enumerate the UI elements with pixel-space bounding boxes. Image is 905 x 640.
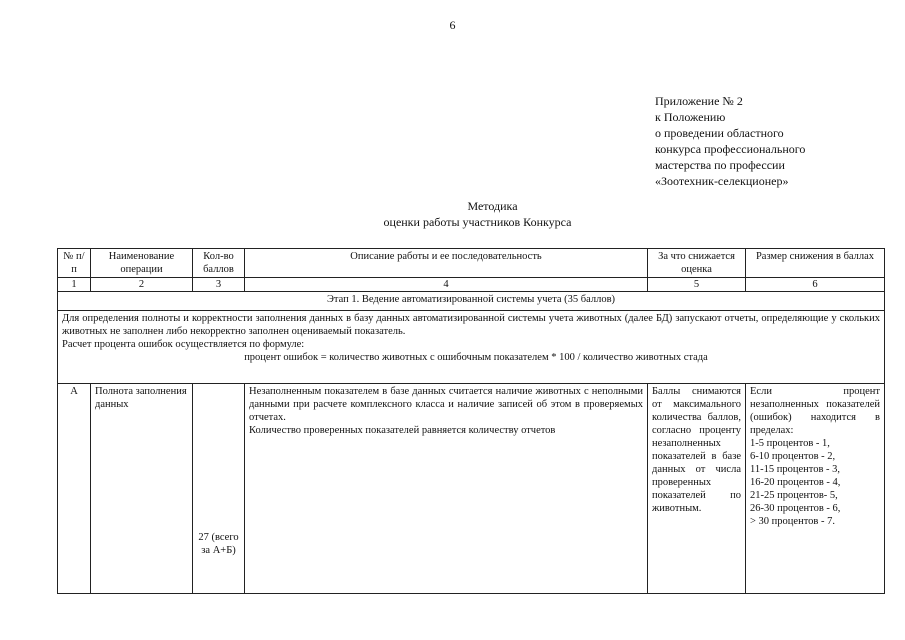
document-title [0,198,905,230]
appendix-line: о проведении областного [655,126,784,140]
appendix-line: Приложение № 2 [655,94,743,108]
appendix-line: к Положению [655,110,726,124]
reduction-item: 1-5 процентов - 1, [750,438,830,449]
reduction-intro: Если процент незаполненных показателей (ошибок) находится в пределах: [750,386,880,436]
row-a-points: 27 (всего за А+Б) [193,384,245,594]
appendix-block [655,93,895,189]
row-a-name: Полнота заполнения данных [91,384,193,594]
column-number-row [58,278,885,292]
title-line-2: оценки работы участников Конкурса [383,215,572,229]
reduction-item: > 30 процентов - 7. [750,516,835,527]
info-row [58,311,885,384]
reduction-item: 21-25 процентов- 5, [750,490,838,501]
appendix-line: конкурса профессионального [655,142,806,156]
title-line-1: Методика [467,199,518,213]
header-name: Наименование операции [91,249,193,278]
column-number: 4 [245,278,648,292]
header-row [58,249,885,278]
stage-title: Этап 1. Ведение автоматизированной системы учета (35 баллов) [58,292,885,311]
appendix-line: «Зоотехник-селекционер» [655,174,789,188]
page-number: 6 [449,18,456,32]
header-reduction: Размер снижения в баллах [746,249,885,278]
info-formula: процент ошибок = количество животных с ошибочным показателем * 100 / количество животных стада [244,352,708,363]
reduction-item: 26-30 процентов - 6, [750,503,841,514]
info-text: Для определения полноты и корректности заполнения данных в базу данных автоматизированной системы учета животных (далее БД) запускают отчеты, определяющие у скольких животных не заполнен либо некорректно заполнен оцениваемый показатель. [62,313,880,337]
column-number: 5 [648,278,746,292]
row-a-description [245,384,648,594]
reduction-item: 6-10 процентов - 2, [750,451,836,462]
column-number: 3 [193,278,245,292]
info-cell [58,311,885,384]
reduction-item: 16-20 процентов - 4, [750,477,841,488]
row-a-num: А [58,384,91,594]
row-a-reason: Баллы снимаются от максимального количества баллов, согласно проценту незаполненных показателей в базе данных от числа проверенных показателей по животным. [648,384,746,594]
header-points: Кол-во баллов [193,249,245,278]
row-a-description-text: Количество проверенных показателей равняется количеству отчетов [249,425,556,436]
methodology-table [57,248,885,594]
column-number: 6 [746,278,885,292]
info-formula-intro: Расчет процента ошибок осуществляется по формуле: [62,339,305,350]
header-reason: За что снижается оценка [648,249,746,278]
row-a-reduction [746,384,885,594]
row-a-description-text: Незаполненным показателем в базе данных считается наличие животных с неполными данными при расчете комплексного класса и наличие записей об этом в проверяемых отчетах. [249,386,643,423]
reduction-item: 11-15 процентов - 3, [750,464,841,475]
appendix-line: мастерства по профессии [655,158,785,172]
header-description: Описание работы и ее последовательность [245,249,648,278]
stage-row [58,292,885,311]
column-number: 1 [58,278,91,292]
table-row-a [58,384,885,594]
header-num: № п/п [58,249,91,278]
column-number: 2 [91,278,193,292]
